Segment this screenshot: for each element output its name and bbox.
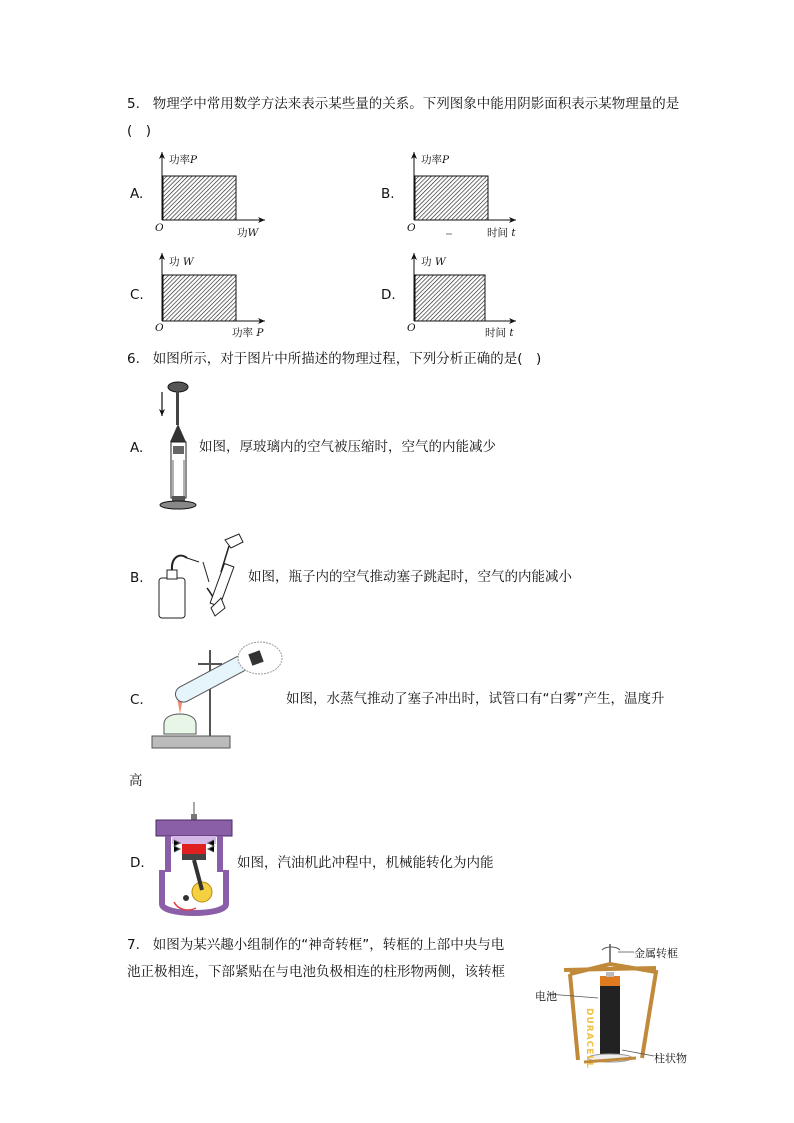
gasoline-engine-illustration — [152, 800, 236, 922]
q6-option-a-letter[interactable]: A. — [130, 440, 144, 456]
q5-stem-line2: ( ) — [127, 123, 152, 139]
q5-b-x-label: 时间 t — [487, 227, 516, 239]
q5-option-d-letter[interactable]: D. — [381, 287, 396, 303]
q5-option-a-letter[interactable]: A. — [130, 186, 144, 202]
label-battery: 电池 — [535, 990, 557, 1003]
battery-brand-label: DURACELL — [584, 1008, 594, 1069]
q7-line1-text: 如图为某兴趣小组制作的“神奇转框”，转框的上部中央与电 — [152, 937, 505, 953]
q7-line2: 池正极相连，下部紧贴在与电池负极相连的柱形物两侧，该转框 — [127, 964, 505, 980]
q6-option-c-letter[interactable]: C. — [130, 692, 144, 708]
label-cylinder: 柱状物 — [654, 1052, 687, 1065]
q5-option-b-letter[interactable]: B. — [381, 186, 395, 202]
q5-d-x-label: 时间 t — [485, 327, 514, 339]
label-metal-frame: 金属转框 — [634, 947, 678, 960]
q7-number: 7. — [127, 937, 140, 953]
q5-stem-line1: 物理学中常用数学方法来表示某些量的关系。下列图象中能用阴影面积表示某物理量的是 — [152, 96, 680, 112]
q6-option-d-text[interactable]: 如图，汽油机此冲程中，机械能转化为内能 — [237, 855, 494, 871]
q6-number: 6. — [127, 351, 140, 367]
q6-option-d-letter[interactable]: D. — [130, 855, 145, 871]
q6-option-c-text-cont: 高 — [129, 773, 143, 789]
q5-d-y-label: 功 W — [421, 256, 446, 268]
q5-option-c-letter[interactable]: C. — [130, 287, 144, 303]
q5-number: 5. — [127, 96, 140, 112]
q6-stem-text: 如图所示，对于图片中所描述的物理过程，下列分析正确的是( ) — [152, 351, 542, 367]
bottle-pump-illustration — [155, 528, 247, 624]
q6-option-b-text[interactable]: 如图，瓶子内的空气推动塞子跳起时，空气的内能减小 — [248, 569, 572, 585]
q5-c-origin: O — [155, 322, 164, 334]
q5-a-origin: O — [155, 222, 164, 234]
q5-d-origin: O — [407, 322, 416, 334]
q5-b-y-label: 功率P — [421, 154, 450, 166]
q5-b-origin: O — [407, 222, 416, 234]
fire-piston-illustration — [152, 380, 198, 514]
q6-stem — [127, 344, 707, 375]
q6-option-a-text[interactable]: 如图，厚玻璃内的空气被压缩时，空气的内能减少 — [199, 439, 496, 455]
q5-c-x-label: 功率 P — [232, 327, 264, 339]
q5-a-x-label: 功W — [237, 227, 259, 239]
q5-a-y-label: 功率P — [169, 154, 198, 166]
q6-option-c-text[interactable]: 如图，水蒸气推动了塞子冲出时，试管口有“白雾”产生，温度升 — [286, 691, 665, 707]
q6-option-b-letter[interactable]: B. — [130, 570, 144, 586]
q5-stem — [127, 89, 707, 120]
test-tube-steam-illustration — [150, 640, 290, 756]
q5-c-y-label: 功 W — [169, 256, 194, 268]
